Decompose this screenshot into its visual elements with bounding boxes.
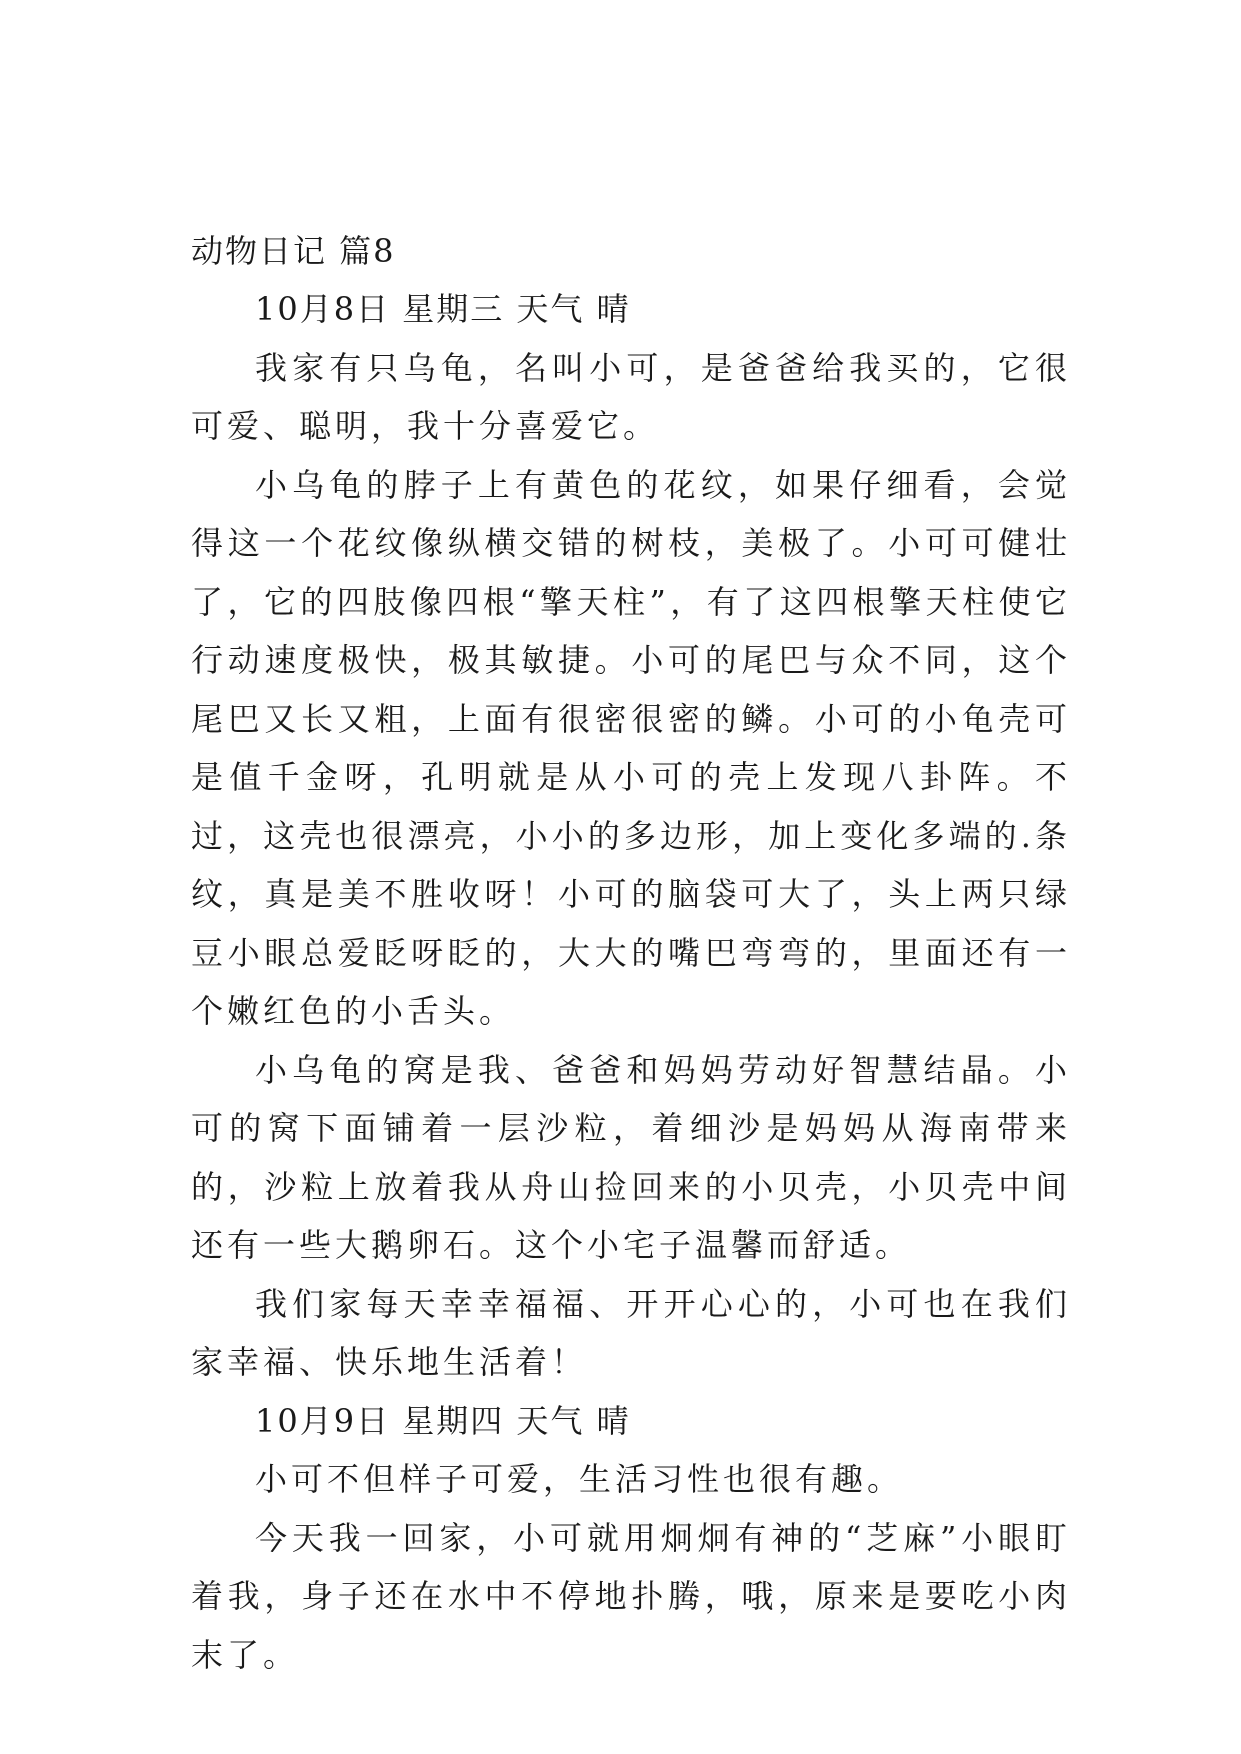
body-paragraph: 小乌龟的脖子上有黄色的花纹，如果仔细看，会觉得这一个花纹像纵横交错的树枝，美极了。小可可健壮了，它的四肢像四根“擎天柱”，有了这四根擎天柱使它行动速度极快，极其敏捷。小可的尾巴与众不同，这个尾巴又长又粗，上面有很密很密的鳞。小可的小龟壳可是值千金呀，孔明就是从小可的壳上发现八卦阵。不过，这壳也很漂亮，小小的多边形，加上变化多端的.条纹，真是美不胜收呀！小可的脑袋可大了，头上两只绿豆小眼总爱眨呀眨的，大大的嘴巴弯弯的，里面还有一个嫩红色的小舌头。: [191, 465, 1071, 1030]
body-paragraph: 今天我一回家，小可就用炯炯有神的“芝麻”小眼盯着我，身子还在水中不停地扑腾，哦，原来是要吃小肉末了。: [191, 1518, 1071, 1674]
body-paragraph: 小可不但样子可爱，生活习性也很有趣。: [255, 1460, 904, 1498]
body-paragraph: 小乌龟的窝是我、爸爸和妈妈劳动好智慧结晶。小可的窝下面铺着一层沙粒，着细沙是妈妈从海南带来的，沙粒上放着我从舟山捡回来的小贝壳，小贝壳中间还有一些大鹅卵石。这个小宅子温馨而舒适。: [191, 1050, 1071, 1264]
document-title: 动物日记 篇8: [191, 232, 396, 270]
body-paragraph: 我们家每天幸幸福福、开开心心的，小可也在我们家幸福、快乐地生活着！: [191, 1284, 1071, 1381]
diary-date-line: 10月9日 星期四 天气 晴: [255, 1401, 631, 1440]
diary-date-line: 10月8日 星期三 天气 晴: [255, 290, 631, 328]
body-paragraph: 我家有只乌龟，名叫小可，是爸爸给我买的，它很可爱、聪明，我十分喜爱它。: [191, 348, 1071, 445]
document-page: [191, 222, 1071, 1684]
